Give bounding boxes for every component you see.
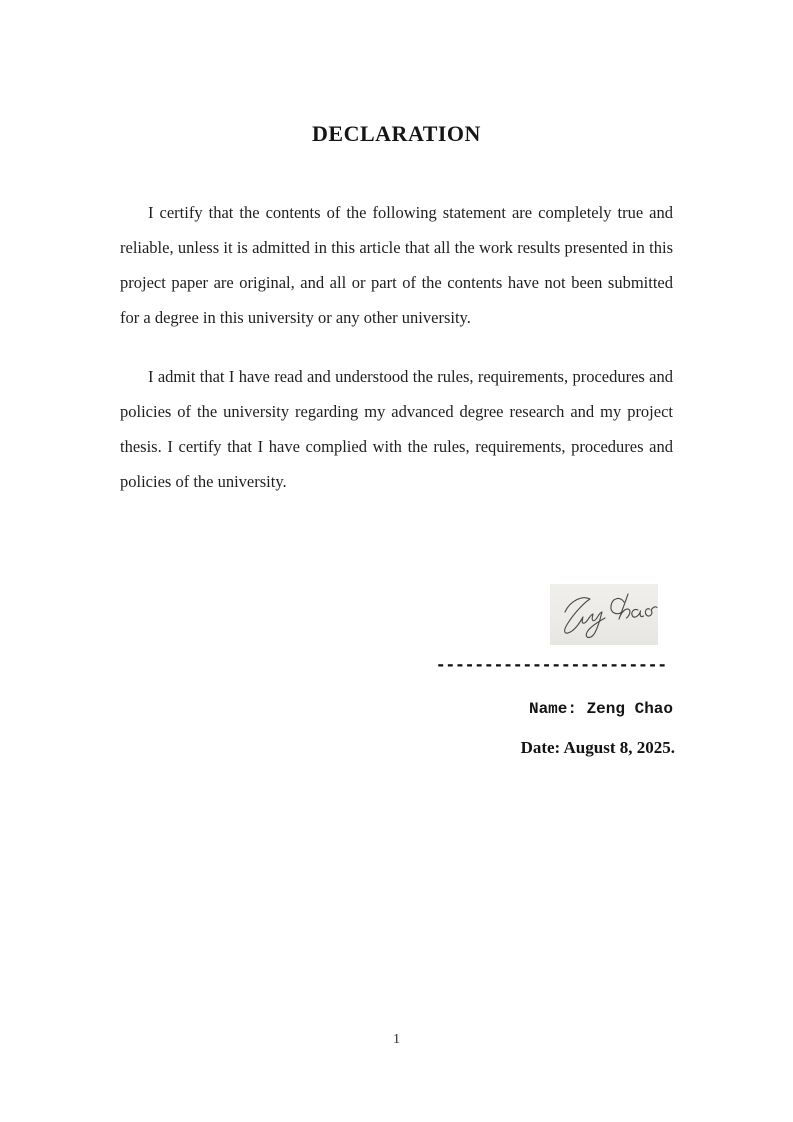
declaration-paragraph-1: I certify that the contents of the following statement are completely true and reliable, unless it is admitted in this article that all the work results presented in this project paper are original, and all or part of the contents have not been submitted for a degree in this university or any other university. — [120, 202, 673, 327]
signature-name: Name: Zeng Chao — [528, 700, 673, 718]
signature-line: ------------------------ — [435, 655, 667, 674]
declaration-paragraph-2: I admit that I have read and understood the rules, requirements, procedures and policies of the university regarding my advanced degree research and my project thesis. I certify that I have complied with the rules, requirements, procedures and policies of the university. — [120, 366, 673, 491]
signature-image — [550, 584, 658, 645]
signature-date: Date: August 8, 2025. — [520, 738, 675, 757]
signature-handwriting-icon — [550, 584, 658, 645]
page-number: 1 — [393, 1032, 400, 1047]
page-title: DECLARATION — [312, 121, 481, 146]
